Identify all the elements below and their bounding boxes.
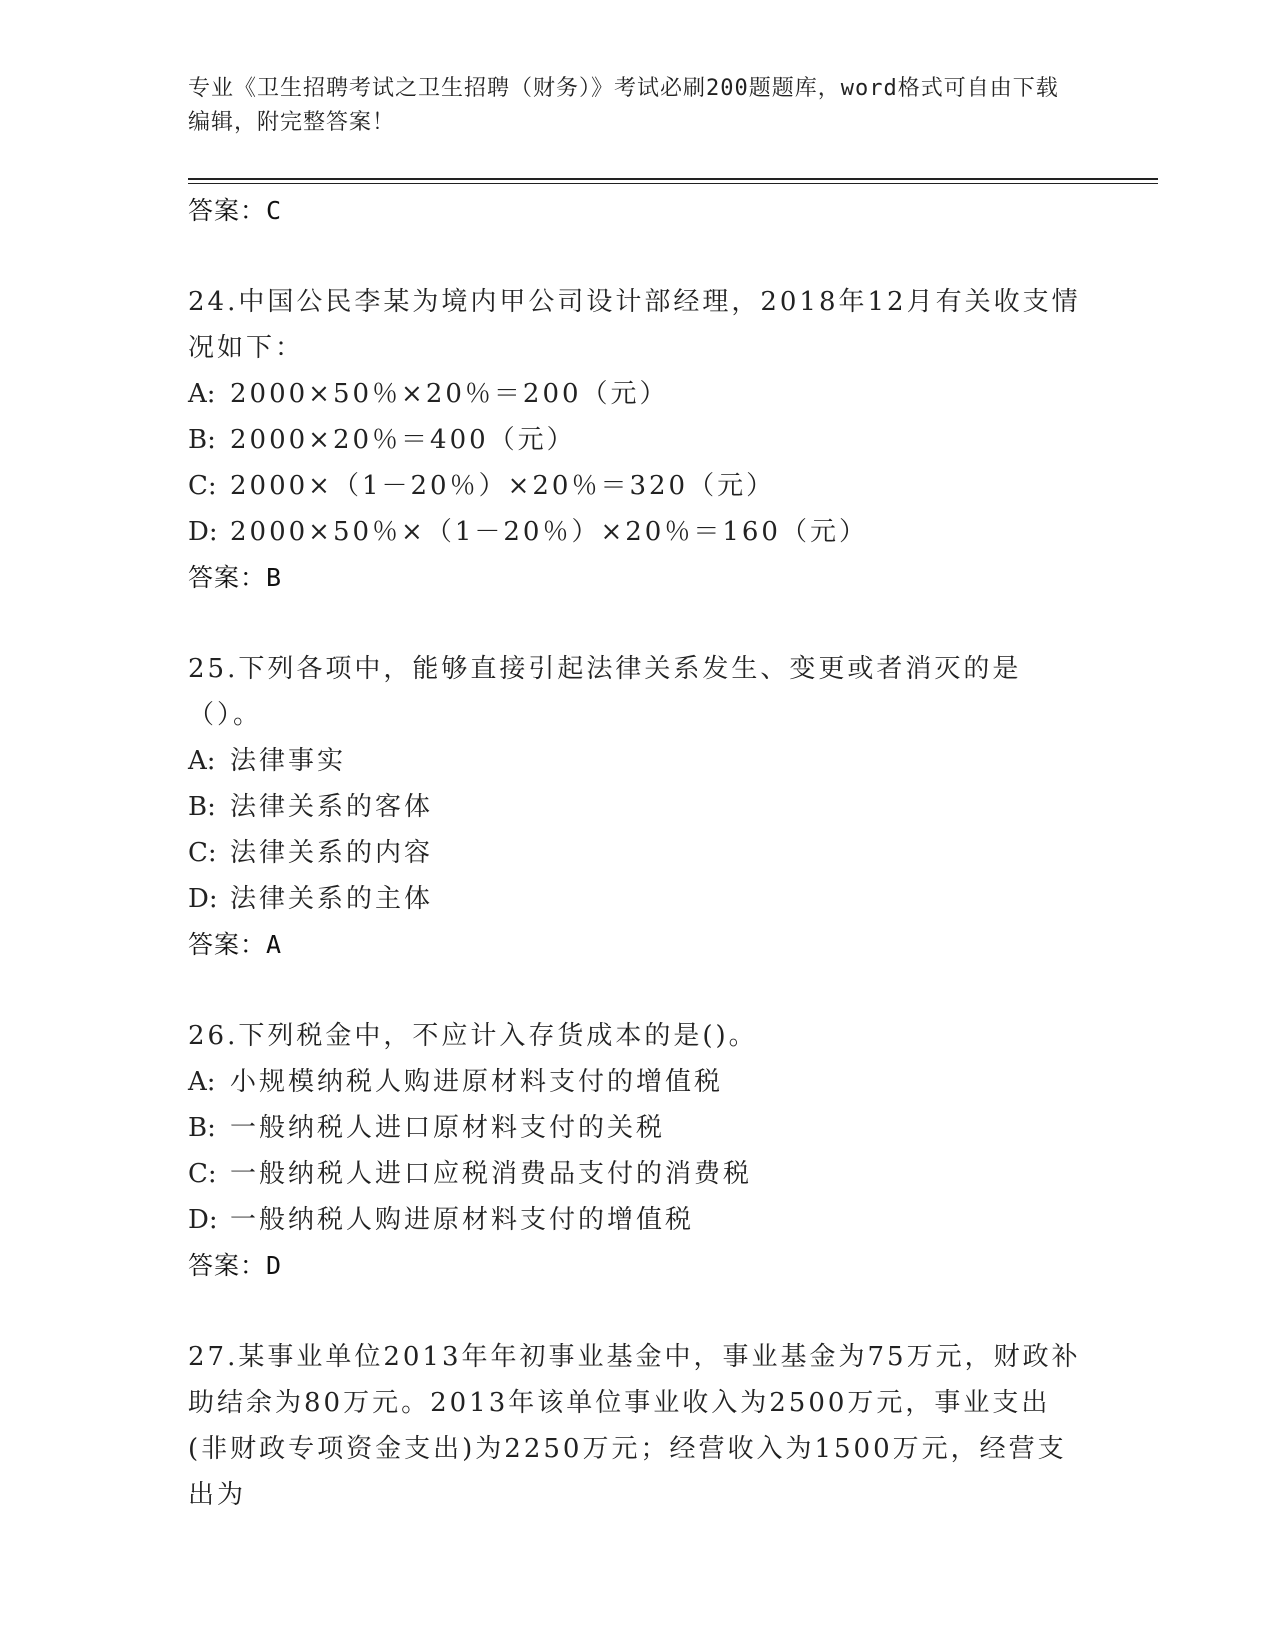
- header-divider-thin: [188, 183, 1158, 184]
- option-text: 2000×50％×20％＝200（元）: [230, 379, 669, 409]
- option-text: 一般纳税人进口原材料支付的关税: [230, 1113, 666, 1143]
- question-stem: 25.下列各项中，能够直接引起法律关系发生、变更或者消灭的是（）。: [188, 654, 1022, 730]
- question-list: [188, 188, 1088, 1518]
- option-text: 一般纳税人进口应税消费品支付的消费税: [230, 1159, 753, 1189]
- option-letter: B:: [188, 792, 216, 822]
- question-spacer: [188, 1289, 1088, 1334]
- answer-line: 答案：D: [188, 1251, 283, 1280]
- option-text: 法律关系的内容: [230, 838, 434, 868]
- answer-option: [188, 463, 1088, 509]
- answer-option: [188, 1151, 1088, 1197]
- option-letter: A:: [188, 379, 216, 409]
- option-letter: B:: [188, 425, 216, 455]
- answer-option: [188, 876, 1088, 922]
- option-letter: D:: [188, 884, 218, 914]
- option-text: 法律关系的主体: [230, 884, 434, 914]
- option-letter: A:: [188, 746, 216, 776]
- option-letter: D:: [188, 1205, 218, 1235]
- question-stem: 26.下列税金中，不应计入存货成本的是()。: [188, 1021, 758, 1051]
- answer-line: 答案：A: [188, 930, 283, 959]
- option-letter: C:: [188, 838, 217, 868]
- answer-option: [188, 1105, 1088, 1151]
- answer-option: [188, 1197, 1088, 1243]
- question-stem: 27.某事业单位2013年年初事业基金中，事业基金为75万元，财政补助结余为80万元。2013年该单位事业收入为2500万元，事业支出(非财政专项资金支出)为2250万元；经营收入为1500万元，经营支出为: [188, 1342, 1081, 1510]
- option-text: 法律关系的客体: [230, 792, 434, 822]
- header-divider-thick: [188, 178, 1158, 180]
- answer-line: 答案：B: [188, 563, 283, 592]
- option-text: 2000×（1－20％）×20％＝320（元）: [230, 471, 776, 501]
- question-spacer: [188, 968, 1088, 1013]
- option-text: 法律事实: [230, 746, 347, 776]
- answer-option: [188, 830, 1088, 876]
- answer-option: [188, 509, 1088, 555]
- answer-option: [188, 784, 1088, 830]
- option-text: 2000×20％＝400（元）: [230, 425, 576, 455]
- option-letter: A:: [188, 1067, 216, 1097]
- question-spacer: [188, 234, 1088, 279]
- option-text: 小规模纳税人购进原材料支付的增值税: [230, 1067, 724, 1097]
- answer-option: [188, 738, 1088, 784]
- option-text: 2000×50％×（1－20％）×20％＝160（元）: [230, 517, 868, 547]
- option-letter: C:: [188, 1159, 217, 1189]
- answer-option: [188, 1059, 1088, 1105]
- question-spacer: [188, 601, 1088, 646]
- answer-option: [188, 417, 1088, 463]
- answer-option: [188, 371, 1088, 417]
- option-letter: B:: [188, 1113, 216, 1143]
- option-letter: D:: [188, 517, 218, 547]
- option-text: 一般纳税人购进原材料支付的增值税: [230, 1205, 695, 1235]
- question-stem: 24.中国公民李某为境内甲公司设计部经理，2018年12月有关收支情况如下：: [188, 287, 1081, 363]
- answer-line: 答案：C: [188, 196, 283, 225]
- option-letter: C:: [188, 471, 217, 501]
- document-header: 专业《卫生招聘考试之卫生招聘（财务）》考试必刷200题题库，word格式可自由下载编辑，附完整答案！: [188, 76, 1059, 135]
